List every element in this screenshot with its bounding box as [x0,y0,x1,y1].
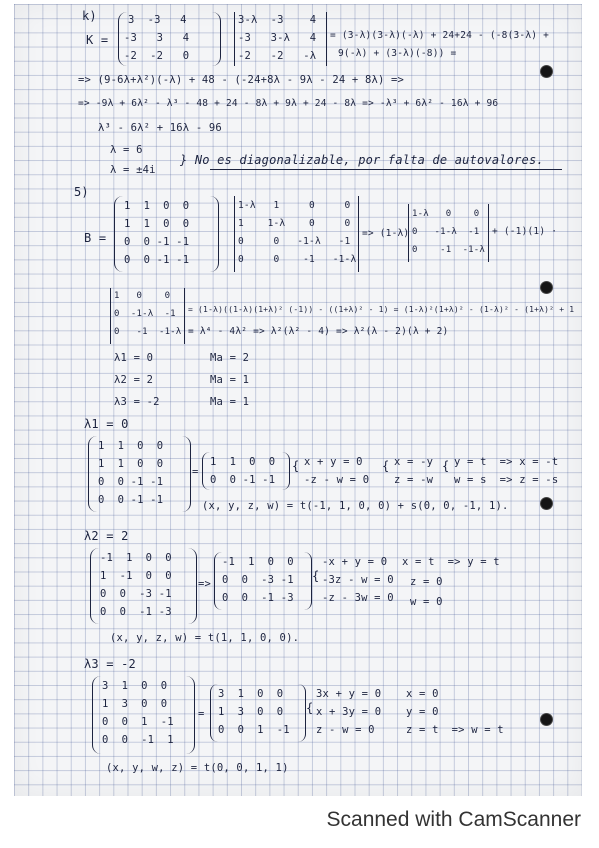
case3-matrix-row: 0 0 1 -1 [102,716,174,728]
scanner-watermark: Scanned with CamScanner [326,808,581,831]
det-k-row: 3-λ -3 4 [238,14,317,26]
minor-row: 0 -1-λ -1 [412,227,480,237]
brace: { [312,569,320,583]
solution-line: z = -w [394,474,434,486]
case-heading: λ3 = -2 [84,657,136,671]
eigenvalue: λ1 = 0 [114,352,154,364]
case1-matrix-row: 1 1 0 0 [98,458,164,470]
case1-reduced-row: 0 0 -1 -1 [210,474,276,486]
solution-line: y = 0 [406,706,439,718]
conclusion-underline [210,169,562,170]
matrix-k-name: K = [86,33,109,47]
case1-matrix-row: 1 1 0 0 [98,440,164,452]
cofactor-tail: + (-1)(1) · [492,226,558,237]
minor-left-bar [408,204,409,262]
case2-reduced-row: 0 0 -3 -1 [222,574,294,586]
brace: { [292,459,300,473]
matrix-k-right-paren [212,12,221,66]
case1-matrix-right-paren [182,436,191,512]
minor2-row: 1 0 0 [114,291,171,301]
solution-line: x = t => y = t [402,556,500,568]
det-k-left-bar [234,12,235,66]
det-k-row: -2 -2 -λ [238,50,317,62]
implies-arrow: => [198,578,212,590]
solution-line: w = 0 [410,596,443,608]
matrix-b-row: 1 1 0 0 [124,218,190,230]
eigenvalue: λ = 6 [110,144,143,156]
case2-matrix-right-paren [188,548,197,624]
algebraic-multiplicity: Ma = 2 [210,352,250,364]
minor2-row: 0 -1 -1-λ [114,327,182,337]
case2-reduced-right-paren [304,552,312,610]
solution-line: z = 0 [410,576,443,588]
case3-reduced-row: 1 3 0 0 [218,706,284,718]
case3-reduced-row: 0 0 1 -1 [218,724,290,736]
det-b-row: 1-λ 1 0 0 [238,200,351,211]
brace: { [306,701,314,715]
case-heading: λ1 = 0 [84,417,129,431]
exercise-label-k: k) [82,9,97,23]
case1-matrix-row: 0 0 -1 -1 [98,494,164,506]
case2-matrix-row: 0 0 -1 -3 [100,606,172,618]
matrix-b-row: 0 0 -1 -1 [124,236,190,248]
eigenvalue: λ2 = 2 [114,374,154,386]
binder-hole [541,66,552,77]
det-b-row: 0 0 -1 -1-λ [238,254,357,265]
case3-matrix-row: 1 3 0 0 [102,698,168,710]
minor2-right-bar [184,288,185,344]
case3-reduced-left-paren [210,684,218,742]
case3-reduced-row: 3 1 0 0 [218,688,284,700]
matrix-k-row: 3 -3 4 [128,14,187,26]
case2-reduced-left-paren [214,552,222,610]
minor2-row: 0 -1-λ -1 [114,309,176,319]
cofactor-multiplier: => (1-λ) [362,228,410,239]
eigenvector-result: (x, y, w, z) = t(0, 0, 1, 1) [106,762,289,774]
minor-right-bar [488,204,489,262]
binder-hole [541,498,552,509]
solution-line: x = -y [394,456,434,468]
matrix-b-left-paren [114,196,123,272]
det-b-left-bar [234,196,235,272]
matrix-b-row: 1 1 0 0 [124,200,190,212]
minor-row: 0 -1 -1-λ [412,245,486,255]
eigenvalue: λ = ±4i [110,164,156,176]
expansion-line: => -9λ + 6λ² - λ³ - 48 + 24 - 8λ + 9λ + 24 - 8λ => -λ³ + 6λ² - 16λ + 96 [78,98,499,109]
case1-reduced-row: 1 1 0 0 [210,456,276,468]
case1-matrix-row: 0 0 -1 -1 [98,476,164,488]
case3-matrix-row: 3 1 0 0 [102,680,168,692]
det-b-row: 1 1-λ 0 0 [238,218,351,229]
eigenvector-result: (x, y, z, w) = t(1, 1, 0, 0). [110,632,300,644]
brace: { [382,459,390,473]
det-k-right-bar [326,12,327,66]
equals-sign: = [198,708,205,720]
case-heading: λ2 = 2 [84,529,129,543]
binder-hole [541,714,552,725]
parametric-line: y = t => x = -t [454,456,559,468]
case2-reduced-row: 0 0 -1 -3 [222,592,294,604]
parametric-line: w = s => z = -s [454,474,559,486]
matrix-k-row: -2 -2 0 [124,50,190,62]
case1-reduced-right-paren [282,452,290,490]
system-equation: -3z - w = 0 [322,574,394,586]
expansion-line: = (1-λ)((1-λ)(1+λ)² (-1)) - ((1+λ)² - 1) = (1-λ)²(1+λ)² - (1-λ)² - (1+λ)² + 1 [188,305,575,314]
algebraic-multiplicity: Ma = 1 [210,396,250,408]
system-equation: 3x + y = 0 [316,688,382,700]
matrix-b-name: B = [84,231,107,245]
equals-sign: = [192,466,199,478]
case2-matrix-row: 1 -1 0 0 [100,570,172,582]
case3-matrix-right-paren [186,676,195,754]
expansion-line: 9(-λ) + (3-λ)(-8)) = [338,48,457,59]
notebook-page [14,4,582,796]
system-equation: x + y = 0 [304,456,363,468]
case2-matrix-row: -1 1 0 0 [100,552,172,564]
expansion-line: => (9-6λ+λ²)(-λ) + 48 - (-24+8λ - 9λ - 24 + 8λ) => [78,74,405,86]
case3-matrix-row: 0 0 -1 1 [102,734,174,746]
characteristic-polynomial: λ³ - 6λ² + 16λ - 96 [98,122,222,134]
system-equation: z - w = 0 [316,724,375,736]
case3-reduced-right-paren [298,684,306,742]
eigenvector-result: (x, y, z, w) = t(-1, 1, 0, 0) + s(0, 0, -1, 1). [202,500,509,512]
system-equation: x + 3y = 0 [316,706,382,718]
algebraic-multiplicity: Ma = 1 [210,374,250,386]
system-equation: -z - 3w = 0 [322,592,394,604]
system-equation: -z - w = 0 [304,474,370,486]
case2-reduced-row: -1 1 0 0 [222,556,294,568]
minor-row: 1-λ 0 0 [412,209,480,219]
case1-matrix-left-paren [88,436,97,512]
matrix-k-row: -3 3 4 [124,32,190,44]
case3-matrix-left-paren [92,676,101,754]
brace: { [442,459,450,473]
det-k-row: -3 3-λ 4 [238,32,317,44]
solution-line: x = 0 [406,688,439,700]
solution-line: z = t => w = t [406,724,504,736]
exercise-label-5: 5) [74,185,89,199]
expansion-line: = (3-λ)(3-λ)(-λ) + 24+24 - (-8(3-λ) + [330,30,550,41]
binder-hole [541,282,552,293]
expansion-line: = λ⁴ - 4λ² => λ²(λ² - 4) => λ²(λ - 2)(λ + 2) [188,326,449,337]
conclusion-note: } No es diagonalizable, por falta de autovalores. [180,153,544,167]
case2-matrix-left-paren [90,548,99,624]
matrix-b-row: 0 0 -1 -1 [124,254,190,266]
minor2-left-bar [110,288,111,344]
matrix-b-right-paren [210,196,219,272]
eigenvalue: λ3 = -2 [114,396,160,408]
det-b-right-bar [358,196,359,272]
case2-matrix-row: 0 0 -3 -1 [100,588,172,600]
det-b-row: 0 0 -1-λ -1 [238,236,351,247]
case1-reduced-left-paren [202,452,210,490]
system-equation: -x + y = 0 [322,556,388,568]
